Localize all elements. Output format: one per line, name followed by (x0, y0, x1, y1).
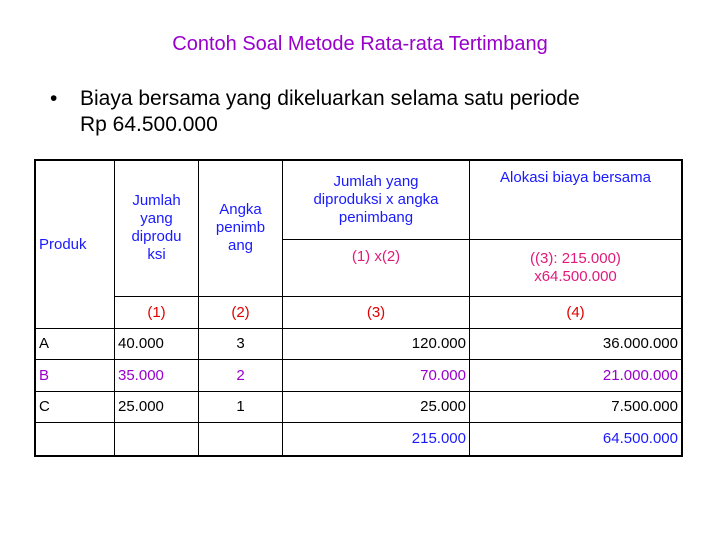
table-total-row (35, 422, 682, 456)
cell-alokasi: 36.000.000 (470, 328, 683, 359)
col-number-4: (4) (470, 296, 683, 328)
formula-col4: ((3): 215.000) x64.500.000 (470, 239, 683, 296)
total-alokasi: 64.500.000 (470, 422, 683, 456)
table-row (35, 391, 682, 422)
cell-empty (199, 422, 283, 456)
header-angka-penimbang: Angka penimb ang (199, 160, 283, 296)
cell-angka: 1 (199, 391, 283, 422)
bullet-point (50, 86, 690, 138)
col-number-2: (2) (199, 296, 283, 328)
formula-col3: (1) x(2) (283, 239, 470, 296)
bullet-line-1: Biaya bersama yang dikeluarkan selama satu periode (80, 87, 580, 110)
cell-jumlah-penimbang: 70.000 (283, 359, 470, 391)
cell-produk: A (35, 328, 115, 359)
cell-angka: 3 (199, 328, 283, 359)
cell-alokasi: 7.500.000 (470, 391, 683, 422)
cell-angka: 2 (199, 359, 283, 391)
slide-title: Contoh Soal Metode Rata-rata Tertimbang (172, 33, 548, 55)
cell-empty (115, 422, 199, 456)
table-row (35, 328, 682, 359)
header-alokasi-biaya: Alokasi biaya bersama (470, 160, 683, 239)
col-number-3: (3) (283, 296, 470, 328)
cell-alokasi: 21.000.000 (470, 359, 683, 391)
cell-jumlah-penimbang: 25.000 (283, 391, 470, 422)
bullet-line-2: Rp 64.500.000 (80, 113, 218, 136)
header-produk: Produk (35, 160, 115, 328)
cell-jumlah-penimbang: 120.000 (283, 328, 470, 359)
weighted-average-table (34, 159, 683, 457)
col-number-1: (1) (115, 296, 199, 328)
header-jumlah-x-angka: Jumlah yang diproduksi x angka penimbang (283, 160, 470, 239)
cell-produk: C (35, 391, 115, 422)
header-jumlah-diproduksi: Jumlah yang diprodu ksi (115, 160, 199, 296)
cell-jumlah: 25.000 (115, 391, 199, 422)
cell-jumlah: 35.000 (115, 359, 199, 391)
table-row (35, 359, 682, 391)
cell-jumlah: 40.000 (115, 328, 199, 359)
cell-empty (35, 422, 115, 456)
total-jumlah-penimbang: 215.000 (283, 422, 470, 456)
cell-produk: B (35, 359, 115, 391)
bullet-dot-icon: • (50, 87, 58, 110)
